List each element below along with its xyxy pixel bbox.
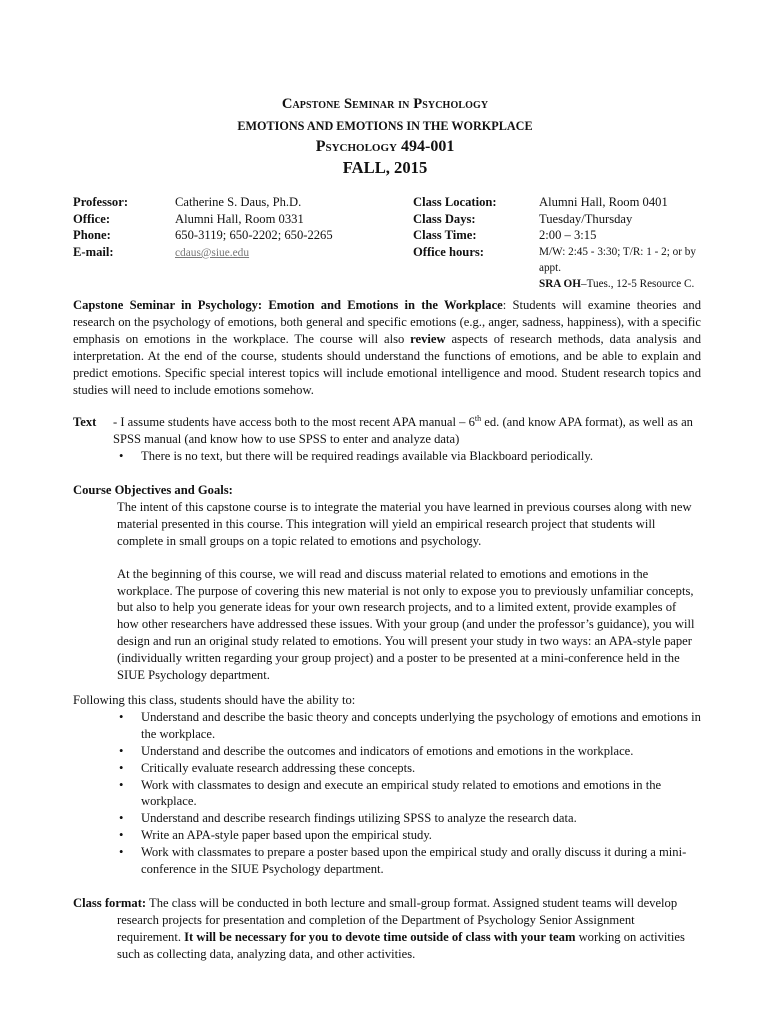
list-item: • Understand and describe the outcomes and indicators of emotions and emotions in the workplace.: [119, 743, 634, 758]
list-item: • Understand and describe the basic theory and concepts underlying the psychology of emotions and emotions in the workplace.: [119, 709, 701, 741]
class-days-value: Tuesday/Thursday: [539, 211, 633, 226]
bullet-glyph: •: [119, 448, 124, 463]
phone-label: Phone:: [73, 228, 111, 243]
office-hours-line2: appt.: [539, 261, 562, 274]
document-header: [0, 95, 770, 178]
text-label: Text: [73, 415, 97, 429]
abilities-section: [73, 692, 701, 878]
objectives-para2: At the beginning of this course, we will read and discuss material related to emotions and emotions in the workplace. The purpose of covering this new material is not only to expose you to previously unfamiliar concepts, but also to help you generate ideas for your own research projects, and to a limited extent, provide examples of how other researchers have addressed these issues. With your group (and under the professor’s guidance), you will design and run an original study related to emotions. You will present your study in two ways: an APA-style paper (individually written regarding your group project) and a poster to be presented at a mini-conference held in the SIUE Psychology department.: [117, 566, 695, 683]
course-word: Psychology: [315, 138, 397, 155]
class-format-section: Class format: The class will be conducted in both lecture and small-group format. Assigned student teams will develop research projects for presentation and completion of the Department of Psychology Senior Assignment requirement. It will be necessary for you to devote time outside of class with your team working on activities such as collecting data, analyzing data, and other activities.: [73, 896, 685, 961]
th-superscript: th: [474, 413, 482, 423]
info-left-labels: [73, 194, 128, 260]
list-item: • Write an APA-style paper based upon the empirical study.: [119, 828, 432, 843]
class-format-emphasis: It will be necessary for you to devote time outside of class with your team: [184, 929, 576, 944]
sra-value: –Tues., 12-5 Resource C.: [580, 277, 695, 290]
course-code: 494-001: [400, 138, 455, 155]
description-review: review: [410, 331, 446, 346]
description-text-b: aspects of research methods, data analysis and interpretation. At the end of the course, students should understand the functions of emotions, and be able to explain and predict emotions. Specific special interest topics will include emotional intelligence and mood. Student research topics and studies will need to include emotions somehow.: [73, 331, 701, 397]
class-days-label: Class Days:: [413, 211, 476, 226]
text-section: [73, 414, 701, 465]
info-right-labels: [413, 194, 497, 260]
objectives-section: [73, 482, 701, 684]
class-format-label: Class format:: [73, 896, 147, 910]
class-location-label: Class Location:: [413, 195, 497, 209]
sra-label: SRA OH: [539, 277, 581, 290]
course-description: [73, 297, 701, 398]
course-term: FALL, 2015: [342, 158, 428, 177]
class-time-label: Class Time:: [413, 228, 477, 243]
office-hours-label: Office hours:: [413, 244, 484, 259]
list-item: • There is no text, but there will be required readings available via Blackboard periodically.: [119, 448, 594, 463]
info-right-values: [539, 194, 696, 292]
list-item: • Work with classmates to design and execute an empirical study related to emotions and emotions in the workplace.: [119, 777, 662, 809]
office-label: Office:: [73, 211, 111, 226]
email-link[interactable]: cdaus@siue.edu: [175, 246, 250, 259]
class-location-value: Alumni Hall, Room 0401: [539, 195, 668, 209]
class-time-value: 2:00 – 3:15: [539, 228, 597, 243]
sra-office-hours: [539, 276, 696, 292]
abilities-intro: Following this class, students should have the ability to:: [73, 693, 356, 707]
phone-value: 650-3119; 650-2202; 650-2265: [175, 228, 333, 243]
abilities-list: [73, 709, 701, 878]
professor-label: Professor:: [73, 195, 129, 209]
objectives-para1: The intent of this capstone course is to integrate the material you have learned in previous courses along with new material presented in this course. This integration will yield an empirical research project that students will complete in small groups on a topic related to emotions and psychology.: [117, 499, 692, 548]
professor-value: Catherine S. Daus, Ph.D.: [175, 195, 302, 209]
email-label: E-mail:: [73, 244, 114, 259]
description-text-a: : Students will examine theories and research on the psychology of emotions, both general and specific emotions (e.g., anger, sadness, happiness), with a specific emphasis on emotions in the workplace. The course will also: [73, 298, 701, 346]
text-body: - I assume students have access both to the most recent APA manual – 6th ed. (and know APA format), as well as an SPSS manual (and know how to use SPSS to enter and analyze data): [113, 413, 693, 446]
office-hours-line1: M/W: 2:45 - 3:30; T/R: 1 - 2; or by: [539, 245, 696, 258]
description-lead: Capstone Seminar in Psychology: Emotion and Emotions in the Workplace: [73, 298, 503, 312]
info-left-values: [175, 194, 333, 261]
list-item: • Understand and describe research findings utilizing SPSS to analyze the research data.: [119, 811, 577, 826]
office-value: Alumni Hall, Room 0331: [175, 211, 304, 226]
list-item: • Critically evaluate research addressing these concepts.: [119, 760, 416, 775]
course-number: [0, 137, 770, 157]
objectives-heading: Course Objectives and Goals:: [73, 483, 233, 497]
course-subtitle: EMOTIONS AND EMOTIONS IN THE WORKPLACE: [237, 119, 533, 133]
course-title: Capstone Seminar in Psychology: [281, 96, 489, 112]
list-item: • Work with classmates to prepare a poster based upon the empirical study and orally discuss it during a mini-conference in the SIUE Psychology department.: [119, 845, 687, 877]
